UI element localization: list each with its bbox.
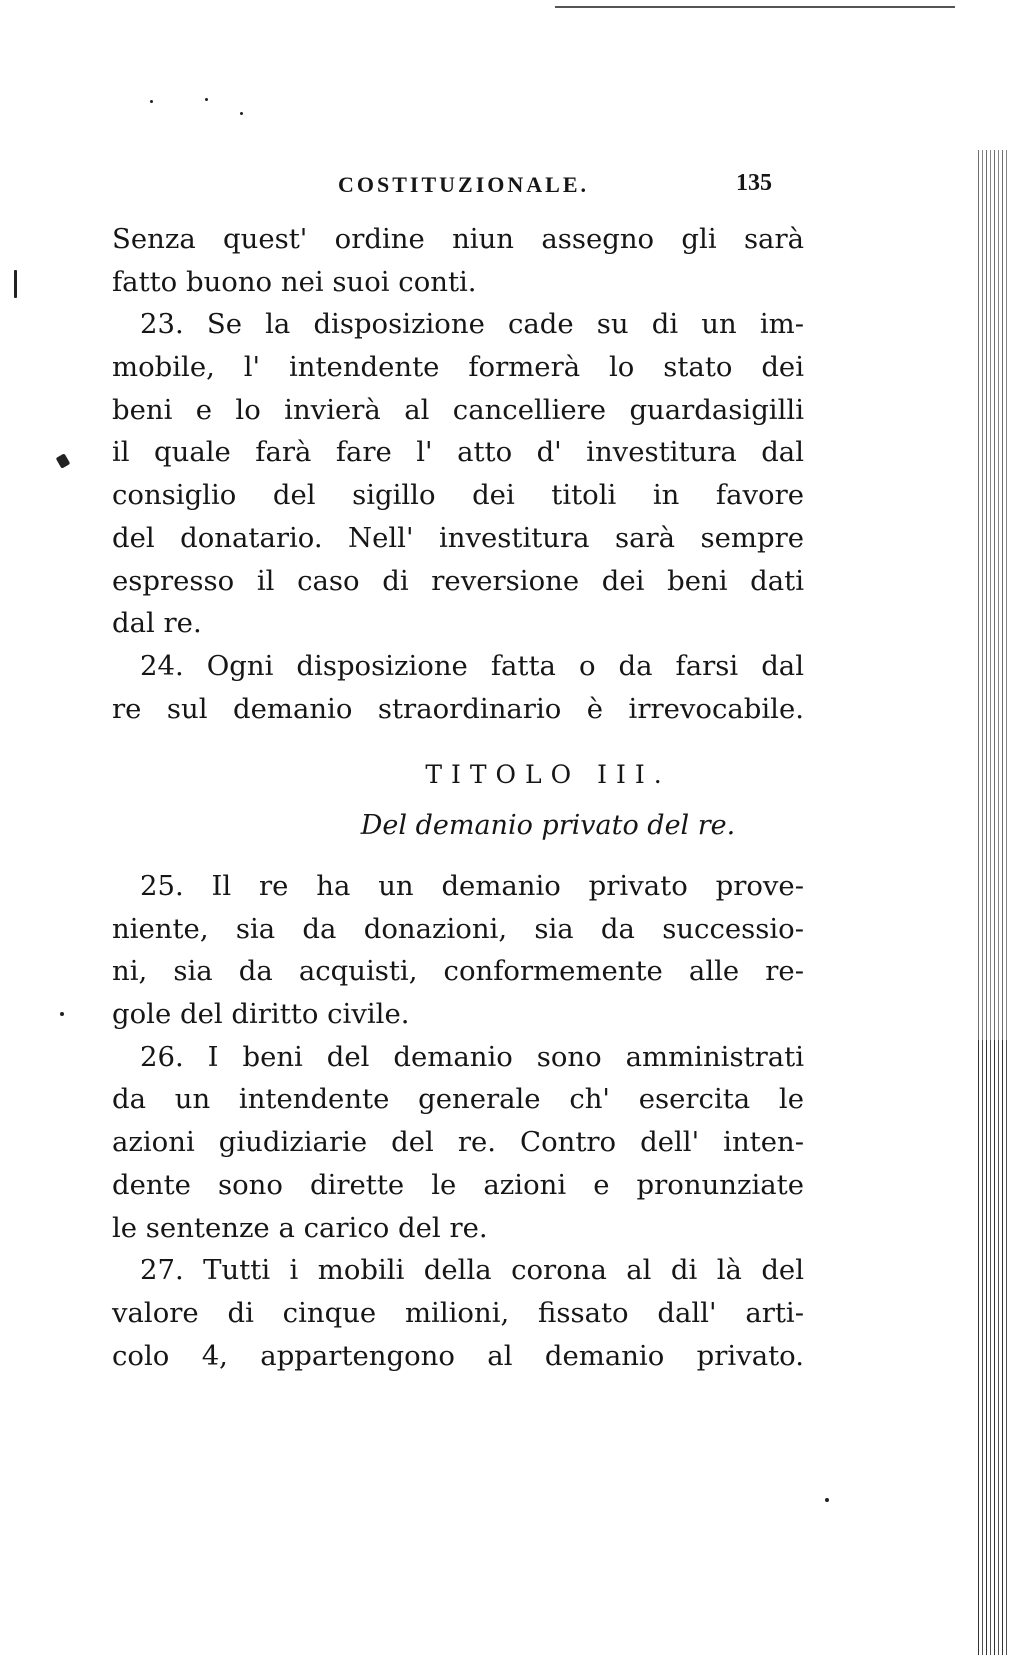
text-line: fatto buono nei suoi conti. (112, 265, 477, 298)
text-line: da un intendente generale ch' esercita le (112, 1083, 804, 1116)
text-line: valore di cinque milioni, fissato dall' arti- (112, 1296, 804, 1329)
text-line: 25. Il re ha un demanio privato prove- (140, 870, 804, 902)
scan-speck (240, 112, 243, 115)
running-head (0, 172, 1016, 202)
text-line: 23. Se la disposizione cade su di un im- (140, 308, 804, 341)
text-line: niente, sia da donazioni, sia da successio- (112, 912, 804, 945)
text-line: azioni giudiziarie del re. Contro dell' inten- (112, 1126, 804, 1159)
text-line: dente sono dirette le azioni e pronunziate (112, 1168, 804, 1201)
text-line: colo 4, appartengono al demanio privato. (112, 1339, 804, 1372)
scan-speck (825, 1498, 829, 1502)
top-rule (555, 6, 955, 8)
scan-speck (60, 1012, 64, 1016)
body-text-block-2 (112, 865, 804, 1377)
scan-mark (14, 270, 17, 298)
text-line: mobile, l' intendente formerà lo stato dei (112, 351, 804, 384)
text-line: del donatario. Nell' investitura sarà sempre (112, 521, 804, 554)
section-subtitle: Del demanio privato del re. (360, 810, 736, 841)
text-line: gole del diritto civile. (112, 998, 410, 1031)
text-line: Senza quest' ordine niun assegno gli sarà (112, 223, 804, 255)
text-line: 27. Tutti i mobili della corona al di là del (140, 1254, 804, 1287)
text-line: dal re. (112, 607, 202, 640)
text-line: le sentenze a carico del re. (112, 1211, 488, 1244)
scan-speck (150, 100, 153, 103)
text-line: re sul demanio straordinario è irrevocabile. (112, 692, 804, 725)
text-line: espresso il caso di reversione dei beni dati (112, 564, 804, 597)
scan-mark (56, 453, 71, 468)
page-number: 135 (736, 170, 772, 196)
page-edge-binding-lower (978, 1040, 1008, 1655)
text-line: beni e lo invierà al cancelliere guardasigilli (112, 393, 804, 426)
section-title: TITOLO III. (425, 760, 671, 789)
text-line: consiglio del sigillo dei titoli in favore (112, 479, 804, 512)
scan-speck (205, 98, 208, 101)
body-text-block-1 (112, 218, 804, 730)
text-line: ni, sia da acquisti, conformemente alle re- (112, 955, 804, 988)
text-line: 26. I beni del demanio sono amministrati (140, 1040, 804, 1073)
running-title: COSTITUZIONALE. (338, 172, 590, 197)
text-line: 24. Ogni disposizione fatta o da farsi dal (140, 649, 804, 682)
text-line: il quale farà fare l' atto d' investitura dal (112, 436, 804, 469)
